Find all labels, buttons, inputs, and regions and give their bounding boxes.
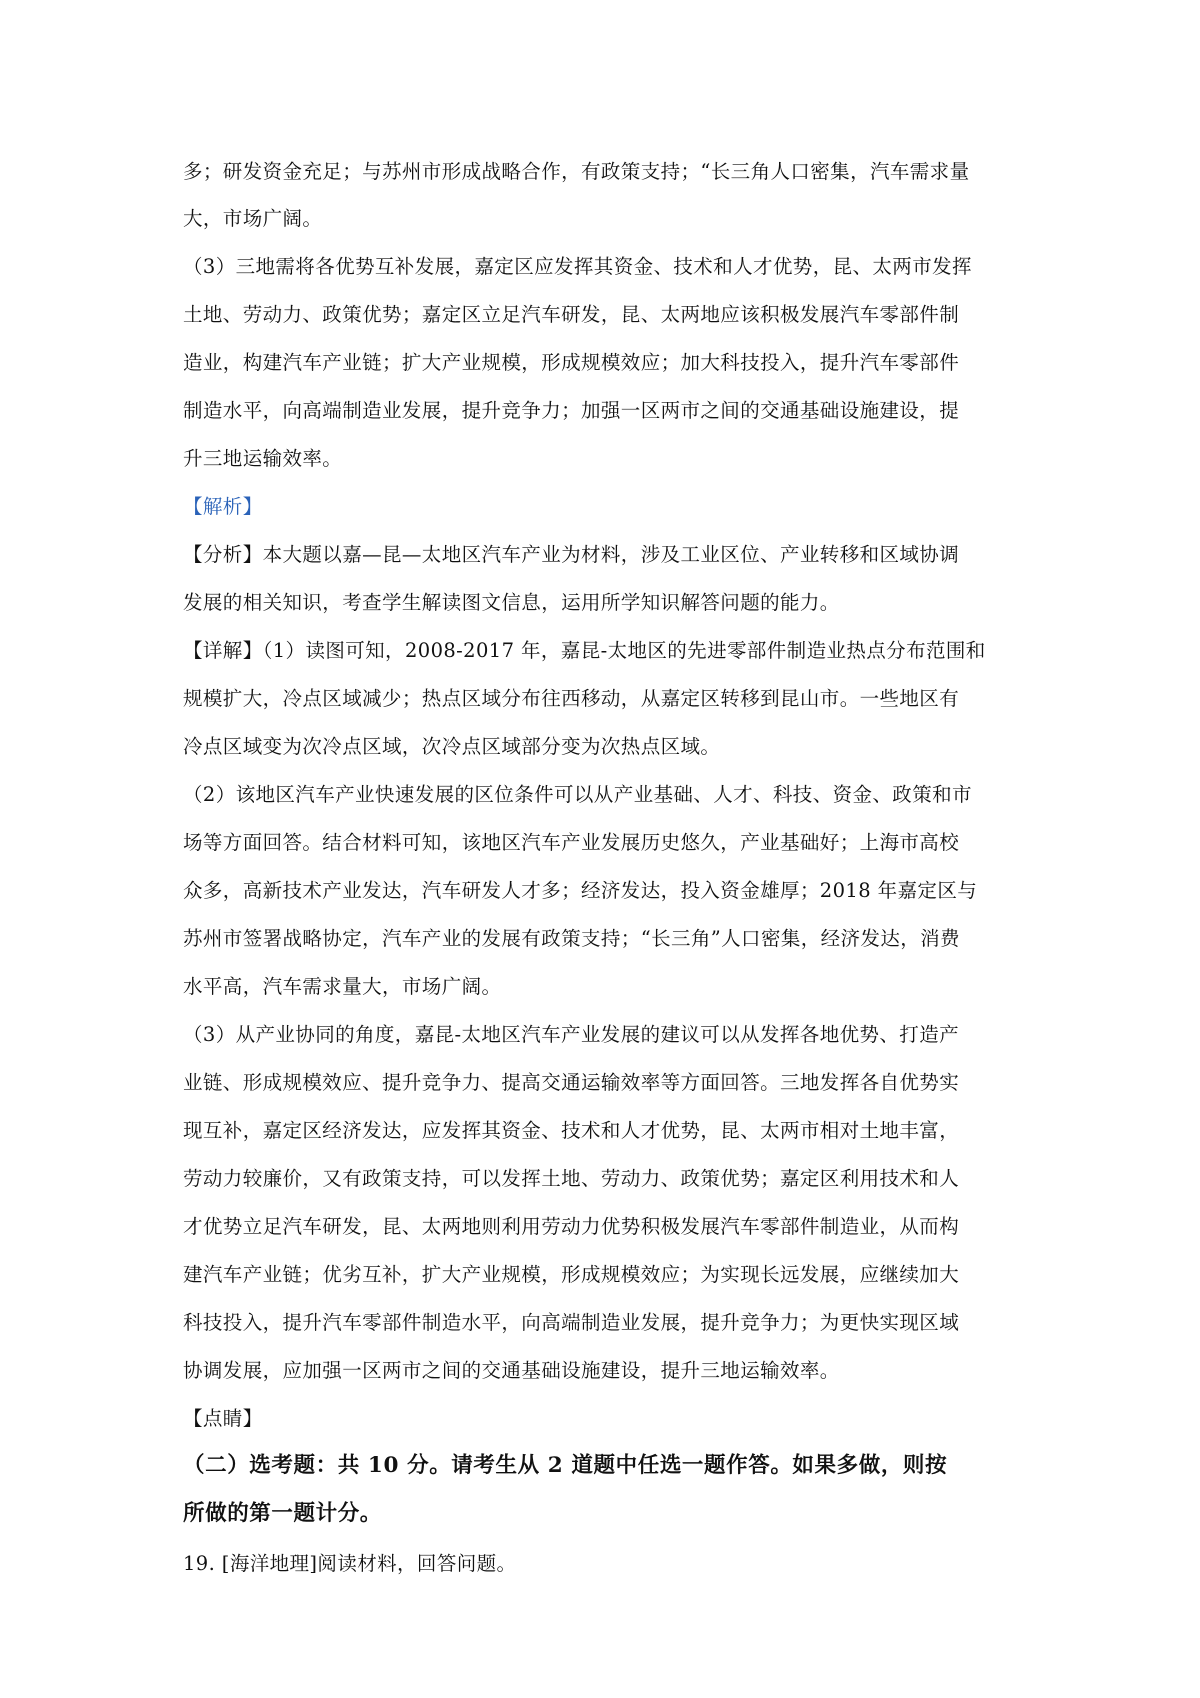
text-line: 制造水平，向高端制造业发展，提升竞争力；加强一区两市之间的交通基础设施建设，提 bbox=[183, 399, 960, 422]
section-heading-analysis: 【解析】 bbox=[183, 495, 263, 518]
text-line: 建汽车产业链；优劣互补，扩大产业规模，形成规模效应；为实现长远发展，应继续加大 bbox=[183, 1263, 960, 1286]
text-line: 大，市场广阔。 bbox=[183, 207, 323, 230]
text-line: 现互补，嘉定区经济发达，应发挥其资金、技术和人才优势，昆、太两市相对土地丰富， bbox=[183, 1119, 960, 1142]
section-heading-comment: 【点睛】 bbox=[183, 1407, 263, 1430]
text-line: 水平高，汽车需求量大，市场广阔。 bbox=[183, 975, 502, 998]
question-19-title: 19. [海洋地理]阅读材料，回答问题。 bbox=[183, 1552, 517, 1575]
text-line: 场等方面回答。结合材料可知，该地区汽车产业发展历史悠久，产业基础好；上海市高校 bbox=[183, 831, 960, 854]
text-line: 科技投入，提升汽车零部件制造水平，向高端制造业发展，提升竞争力；为更快实现区域 bbox=[183, 1311, 960, 1334]
text-line: 才优势立足汽车研发，昆、太两地则利用劳动力优势积极发展汽车零部件制造业，从而构 bbox=[183, 1215, 960, 1238]
text-line: 冷点区域变为次冷点区域，次冷点区域部分变为次热点区域。 bbox=[183, 735, 721, 758]
text-line: 发展的相关知识，考查学生解读图文信息，运用所学知识解答问题的能力。 bbox=[183, 591, 840, 614]
text-line: 苏州市签署战略协定，汽车产业的发展有政策支持；“长三角”人口密集，经济发达，消费 bbox=[183, 927, 960, 950]
text-line: 劳动力较廉价，又有政策支持，可以发挥土地、劳动力、政策优势；嘉定区利用技术和人 bbox=[183, 1167, 960, 1190]
text-line: 土地、劳动力、政策优势；嘉定区立足汽车研发，昆、太两地应该积极发展汽车零部件制 bbox=[183, 303, 960, 326]
text-line: 【分析】本大题以嘉—昆—太地区汽车产业为材料，涉及工业区位、产业转移和区域协调 bbox=[183, 543, 960, 566]
text-line: （3）三地需将各优势互补发展，嘉定区应发挥其资金、技术和人才优势，昆、太两市发挥 bbox=[183, 255, 972, 278]
elective-section-heading: （二）选考题：共 10 分。请考生从 2 道题中任选一题作答。如果多做，则按 bbox=[183, 1453, 948, 1478]
text-line: 众多，高新技术产业发达，汽车研发人才多；经济发达，投入资金雄厚；2018 年嘉定区与 bbox=[183, 879, 978, 902]
text-line: 【详解】（1）读图可知，2008-2017 年，嘉昆-太地区的先进零部件制造业热点分布范围和 bbox=[183, 639, 986, 662]
text-line: （2）该地区汽车产业快速发展的区位条件可以从产业基础、人才、科技、资金、政策和市 bbox=[183, 783, 972, 806]
text-line: 规模扩大，冷点区域减少；热点区域分布往西移动，从嘉定区转移到昆山市。一些地区有 bbox=[183, 687, 960, 710]
text-line: 升三地运输效率。 bbox=[183, 447, 343, 470]
text-line: 多；研发资金充足；与苏州市形成战略合作，有政策支持；“长三角人口密集，汽车需求量 bbox=[183, 160, 970, 183]
text-line: 造业，构建汽车产业链；扩大产业规模，形成规模效应；加大科技投入，提升汽车零部件 bbox=[183, 351, 960, 374]
elective-section-heading-cont: 所做的第一题计分。 bbox=[183, 1501, 382, 1526]
text-line: 协调发展，应加强一区两市之间的交通基础设施建设，提升三地运输效率。 bbox=[183, 1359, 840, 1382]
text-line: 业链、形成规模效应、提升竞争力、提高交通运输效率等方面回答。三地发挥各自优势实 bbox=[183, 1071, 960, 1094]
text-line: （3）从产业协同的角度，嘉昆-太地区汽车产业发展的建议可以从发挥各地优势、打造产 bbox=[183, 1023, 959, 1046]
